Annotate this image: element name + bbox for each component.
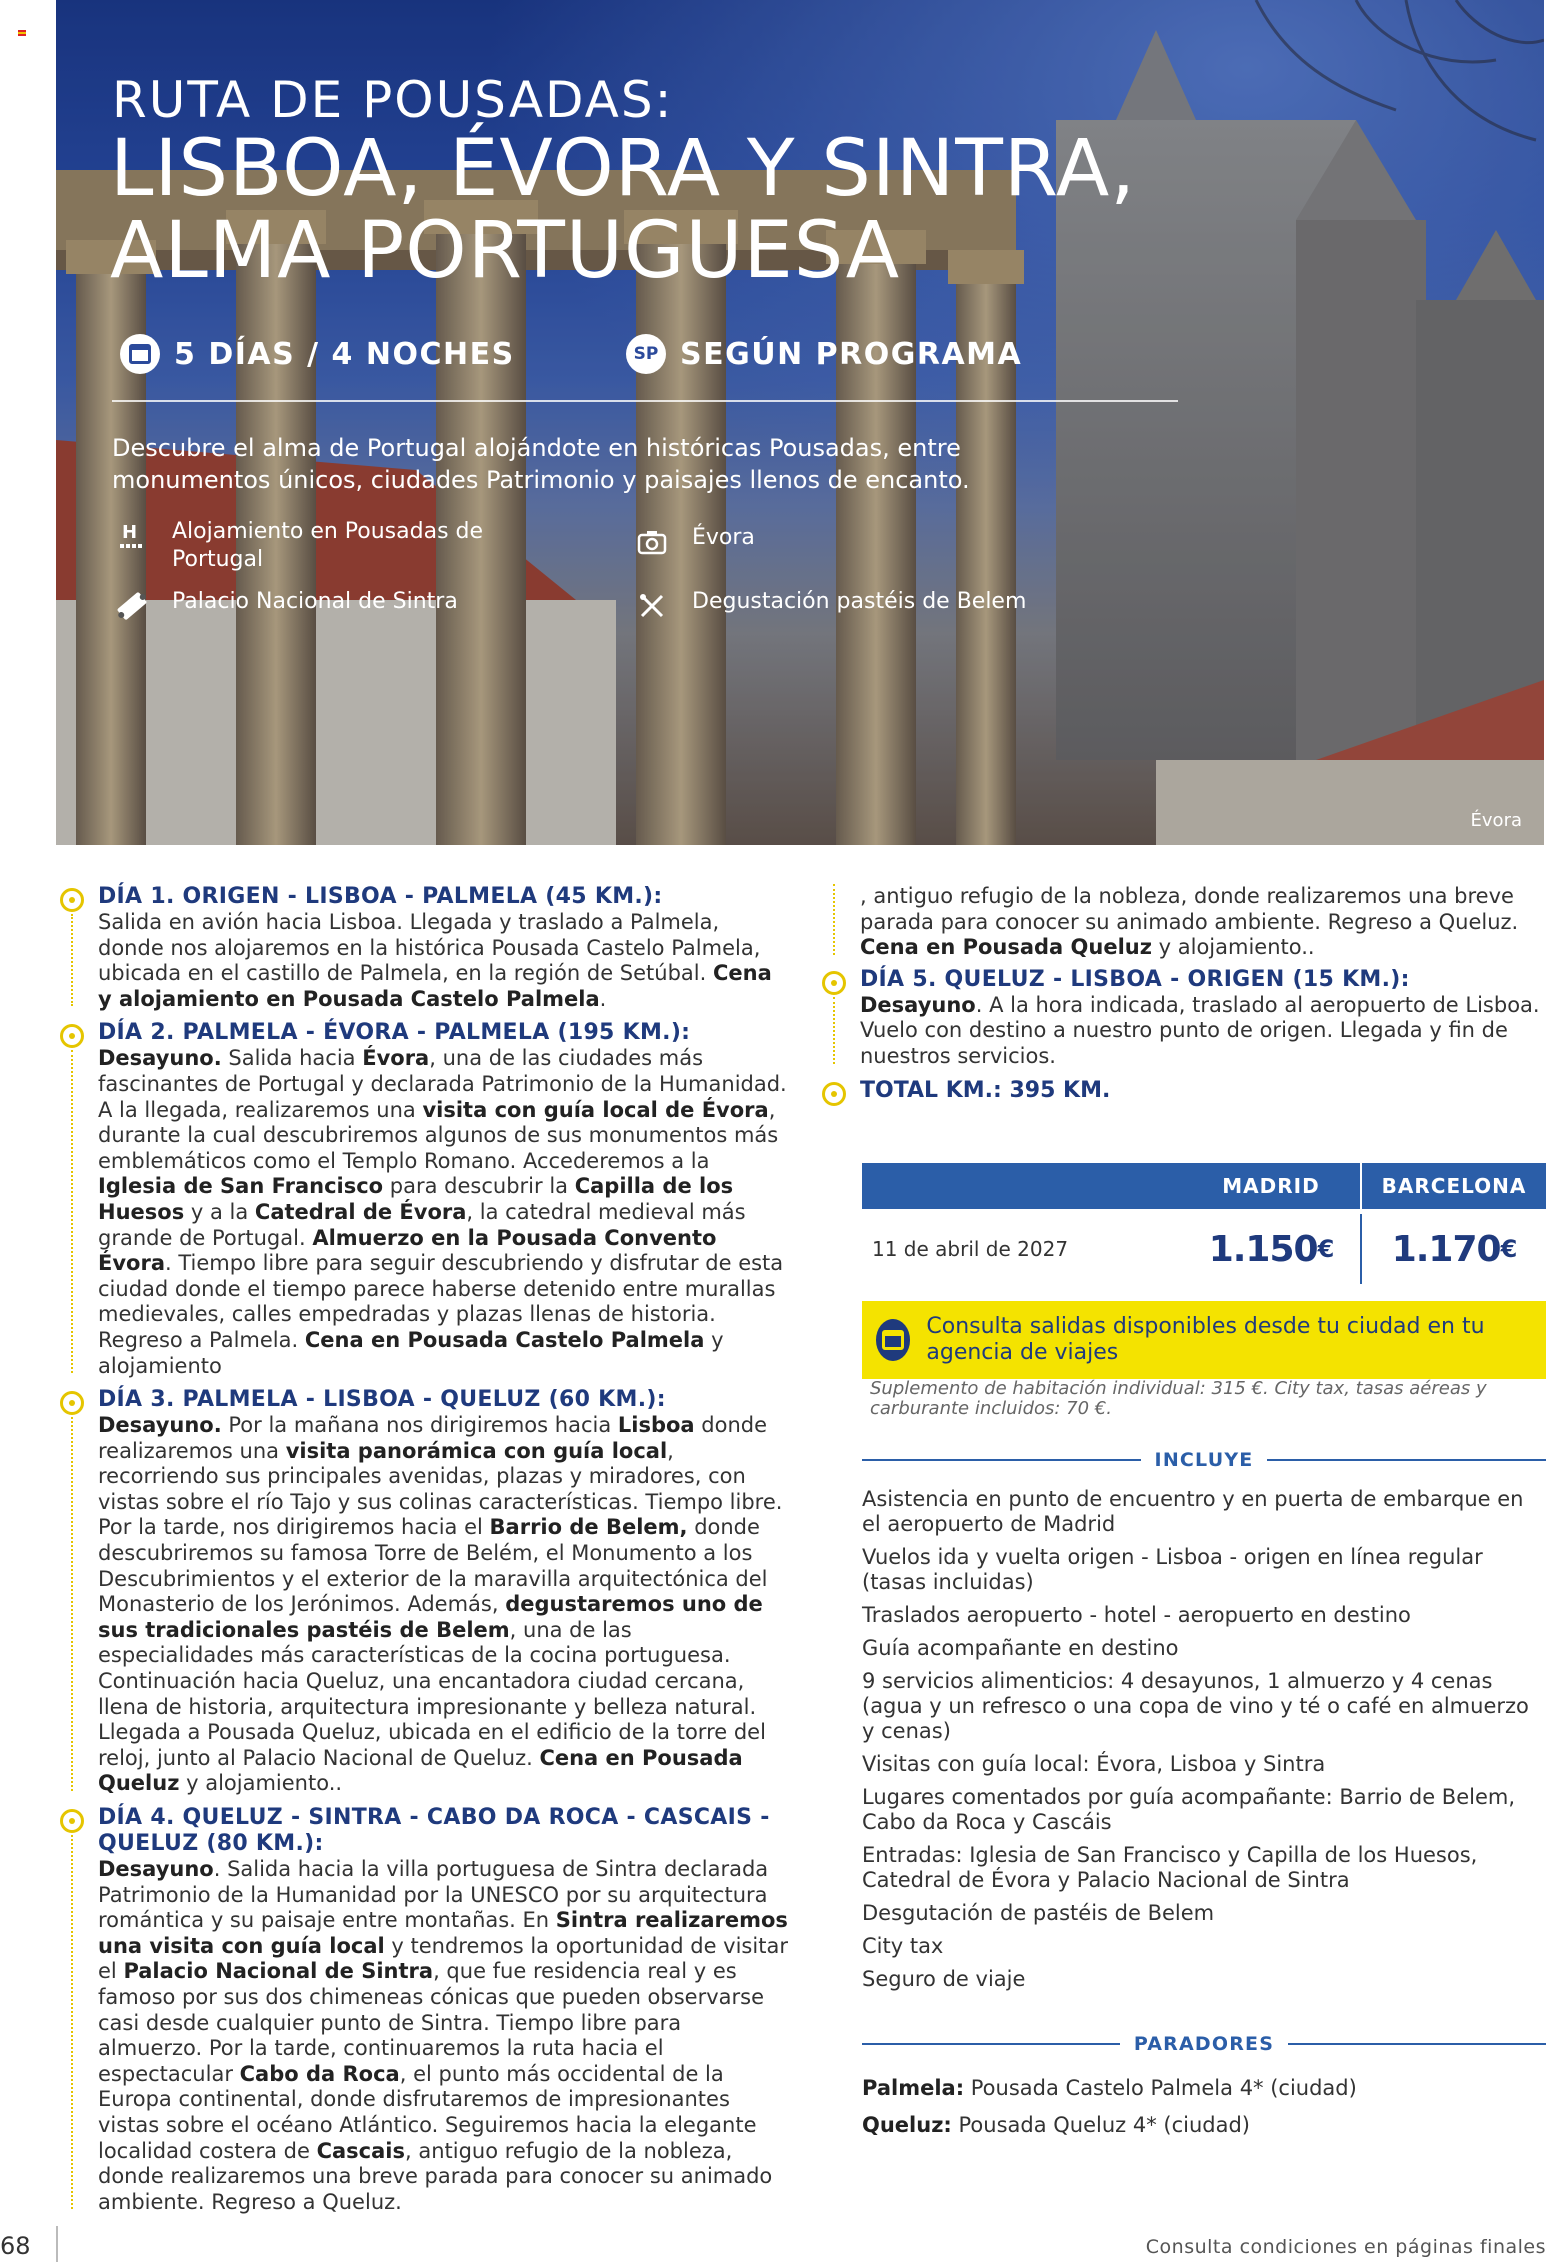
list-item: Desgutación de pastéis de Belem [862, 1901, 1215, 1925]
program-label: SEGÚN PROGRAMA [680, 336, 1023, 372]
list-item: Queluz: Pousada Queluz 4* (ciudad) [862, 2113, 1251, 2137]
program-badge [626, 334, 1022, 374]
list-item: Traslados aeropuerto - hotel - aeropuerto en destino [862, 1603, 1411, 1627]
includes-heading [862, 1447, 1546, 1473]
day-title: DÍA 3. PALMELA - LISBOA - QUELUZ (60 KM.): [98, 1387, 666, 1413]
heading-rule [1288, 2043, 1546, 2045]
duration-badge [120, 334, 515, 374]
paradores-list [862, 2075, 1546, 2149]
heading-rule [1267, 1459, 1546, 1461]
footer-divider [56, 2226, 58, 2262]
feature-label: Alojamiento en Pousadas de Portugal [172, 519, 484, 572]
itinerary-day-4-continued [822, 884, 1548, 961]
page-number: 68 [0, 2232, 31, 2260]
timeline-line [71, 914, 73, 1006]
paradores-heading-label: PARADORES [1133, 2033, 1275, 2055]
list-item: City tax [862, 1934, 944, 1958]
day-marker-icon [60, 1809, 84, 1833]
day-description: Desayuno. Salida hacia Évora, una de las ciudades más fascinantes de Portugal y declarada Patrimonio de la Humanidad. A la llegada, realizaremos una visita con guía local de Évora, durante la cual descubriremos algunos de sus monumentos más emblemáticos como el Templo Romano. Accederemos a la Iglesia de San Francisco para descubrir la Capilla de los Huesos y a la Catedral de Évora, la catedral medieval más grande de Portugal. Almuerzo en la Pousada Convento Évora. Tiempo libre para seguir descubriendo y disfrutar de esta ciudad donde el tiempo parece haberse detenido entre murallas medievales, calles empedradas y plazas llenas de historia. Regreso a Palmela. Cena en Pousada Castelo Palmela y alojamiento [98, 1046, 787, 1378]
departure-date: 11 de abril de 2027 [872, 1237, 1069, 1261]
day-marker-icon [60, 1024, 84, 1048]
price-row [862, 1209, 1546, 1289]
total-km: TOTAL KM.: 395 KM. [860, 1077, 1111, 1103]
itinerary-total [822, 1078, 1548, 1103]
feature-label: Degustación pastéis de Belem [692, 589, 1027, 614]
day-title: DÍA 2. PALMELA - ÉVORA - PALMELA (195 KM.): [98, 1020, 691, 1046]
header-spacer [862, 1163, 1182, 1209]
svg-text:H: H [122, 522, 138, 543]
itinerary-column-left [60, 884, 790, 2215]
consult-text: Consulta salidas disponibles desde tu ciudad en tu agencia de viajes [926, 1314, 1485, 1365]
feature-item [114, 588, 544, 624]
itinerary-day-2 [60, 1020, 790, 1379]
timeline-line [833, 884, 835, 955]
list-item: Asistencia en punto de encuentro y en puerta de embarque en el aeropuerto de Madrid [862, 1487, 1524, 1536]
hero-image [56, 0, 1544, 845]
cutlery-icon [634, 588, 670, 624]
camera-icon [634, 524, 670, 560]
list-item: Entradas: Iglesia de San Francisco y Capilla de los Huesos, Catedral de Évora y Palacio Nacional de Sintra [862, 1843, 1478, 1892]
consult-banner [862, 1301, 1546, 1379]
price-table [862, 1163, 1546, 1379]
calendar-icon [120, 334, 160, 374]
column-madrid: MADRID [1182, 1163, 1362, 1209]
day-description: Desayuno. Salida hacia la villa portuguesa de Sintra declarada Patrimonio de la Humanidad por la UNESCO por su arquitectura romántica y su paisaje entre montañas. En Sintra realizaremos una visita con guía local y tendremos la oportunidad de visitar el Palacio Nacional de Sintra, que fue residencia real y es famoso por sus dos chimeneas cónicas que pueden observarse casi desde cualquier punto de Sintra. Tiempo libre para almuerzo. Por la tarde, continuaremos la ruta hacia el espectacular Cabo da Roca, el punto más occidental de la Europa continental, donde disfrutaremos de impresionantes vistas sobre el océano Atlántico. Seguiremos hacia la elegante localidad costera de Cascais, antiguo refugio de la nobleza, donde realizaremos una breve parada para conocer su animado ambiente. Regreso a Queluz. [98, 1857, 788, 2214]
timeline-line [71, 1050, 73, 1373]
day-description: Desayuno. A la hora indicada, traslado al aeropuerto de Lisboa. Vuelo con destino a nuestro punto de origen. Llegada y fin de nuestros servicios. [860, 992, 1540, 1068]
list-item: Visitas con guía local: Évora, Lisboa y Sintra [862, 1752, 1326, 1776]
column-barcelona: BARCELONA [1381, 1174, 1527, 1198]
price-madrid: 1.150 € [1182, 1214, 1362, 1284]
list-item: Palmela: Pousada Castelo Palmela 4* (ciudad) [862, 2076, 1357, 2100]
day-title: DÍA 4. QUELUZ - SINTRA - CABO DA ROCA - CASCAIS - QUELUZ (80 KM.): [98, 1805, 770, 1856]
day-title: DÍA 5. QUELUZ - LISBOA - ORIGEN (15 KM.): [860, 966, 1410, 992]
timeline-line [71, 1417, 73, 1791]
itinerary-column-right [822, 884, 1548, 1103]
timeline-line [71, 1835, 73, 2209]
heading-rule [862, 2043, 1120, 2045]
price-barcelona: 1.170 € [1391, 1228, 1517, 1270]
feature-item [634, 588, 1134, 624]
photo-caption: Évora [1470, 810, 1522, 831]
itinerary-day-5 [822, 967, 1548, 1070]
day-description: , antiguo refugio de la nobleza, donde realizaremos una breve parada para conocer su animado ambiente. Regreso a Queluz. Cena en Pousada Queluz y alojamiento.. [860, 884, 1519, 960]
price-table-header [862, 1163, 1546, 1209]
calendar-icon [876, 1319, 910, 1361]
ticket-icon [114, 588, 150, 624]
sp-icon: SP [626, 334, 666, 374]
list-item: Vuelos ida y vuelta origen - Lisboa - origen en línea regular (tasas incluidas) [862, 1545, 1483, 1594]
list-item: Lugares comentados por guía acompañante: Barrio de Belem, Cabo da Roca y Cascáis [862, 1785, 1516, 1834]
list-item: 9 servicios alimenticios: 4 desayunos, 1 almuerzo y 4 cenas (agua y un refresco o una copa de vino y té o café en almuerzo y cenas) [862, 1669, 1529, 1743]
day-marker-icon [822, 1082, 846, 1106]
itinerary-day-1 [60, 884, 790, 1012]
feature-label: Évora [692, 525, 755, 550]
heading-rule [862, 1459, 1141, 1461]
supplement-note: Suplemento de habitación individual: 315 €. City tax, tasas aéreas y carburante incluidos: 70 €. [870, 1378, 1487, 1419]
includes-heading-label: INCLUYE [1154, 1449, 1254, 1471]
list-item: Seguro de viaje [862, 1967, 1026, 1991]
day-title: DÍA 1. ORIGEN - LISBOA - PALMELA (45 KM.): [98, 884, 663, 909]
paradores-heading [862, 2031, 1546, 2057]
includes-list [862, 1487, 1546, 2000]
list-item: Guía acompañante en destino [862, 1636, 1179, 1660]
itinerary-day-3 [60, 1387, 790, 1797]
day-marker-icon [60, 888, 84, 912]
feature-label: Palacio Nacional de Sintra [172, 589, 458, 614]
day-description: Salida en avión hacia Lisboa. Llegada y traslado a Palmela, donde nos alojaremos en la histórica Pousada Castelo Palmela, ubicada en el castillo de Palmela, en la región de Setúbal. Cena y alojamiento en Pousada Castelo Palmela. [98, 910, 772, 1011]
hotel-icon [114, 518, 150, 554]
hero-divider [112, 400, 1178, 402]
hero-kicker: RUTA DE POUSADAS: [112, 71, 674, 129]
timeline-line [833, 997, 835, 1064]
footer-note: Consulta condiciones en páginas finales [1145, 2236, 1546, 2258]
day-marker-icon [822, 971, 846, 995]
itinerary-day-4 [60, 1805, 790, 2215]
feature-item [634, 524, 1034, 560]
flag-mark [18, 30, 26, 36]
page-title: LISBOA, ÉVORA Y SINTRA, ALMA PORTUGUESA [110, 124, 1137, 296]
day-marker-icon [60, 1391, 84, 1415]
hero-intro: Descubre el alma de Portugal alojándote en históricas Pousadas, entre monumentos únicos, ciudades Patrimonio y paisajes llenos de encanto. [112, 434, 970, 494]
feature-item [114, 518, 544, 574]
duration-label: 5 DÍAS / 4 NOCHES [174, 336, 515, 372]
day-description: Desayuno. Por la mañana nos dirigiremos hacia Lisboa donde realizaremos una visita panorámica con guía local, recorriendo sus principales avenidas, plazas y miradores, con vistas sobre el río Tajo y sus colinas características. Tiempo libre. Por la tarde, nos dirigiremos hacia el Barrio de Belem, donde descubriremos su famosa Torre de Belém, el Monumento a los Descubrimientos y el exterior de la maravilla arquitectónica del Monasterio de los Jerónimos. Además, degustaremos uno de sus tradicionales pastéis de Belem, una de las especialidades más características de la cocina portuguesa. Continuación hacia Queluz, una encantadora ciudad cercana, llena de historia, arquitectura impresionante y belleza natural. Llegada a Pousada Queluz, ubicada en el edificio de la torre del reloj, junto al Palacio Nacional de Queluz. Cena en Pousada Queluz y alojamiento.. [98, 1413, 783, 1796]
